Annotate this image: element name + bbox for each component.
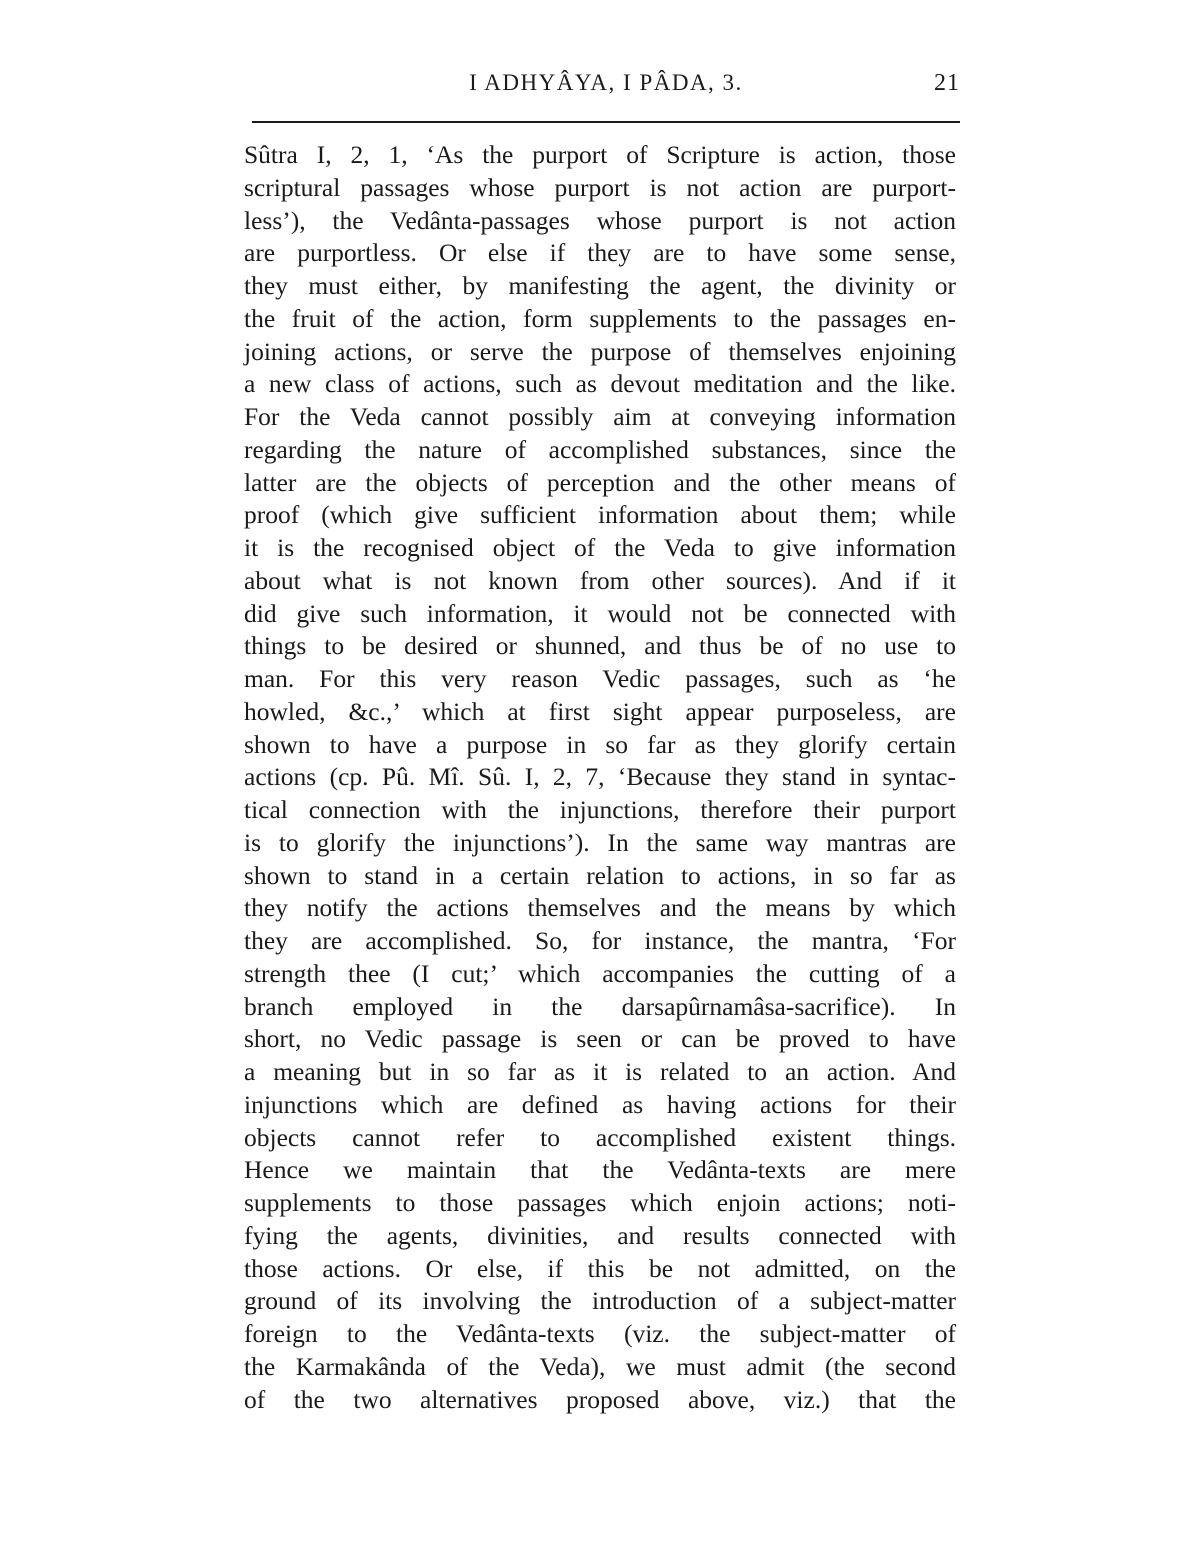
text-line: they are accomplished. So, for instance, the mantra, ‘For [244, 926, 956, 955]
text-line: ground of its involving the introduction of a subject-matter [244, 1286, 956, 1316]
text-line: man. For this very reason Vedic passages, such as ‘he [244, 664, 956, 693]
page-number: 21 [934, 70, 960, 96]
text-line: short, no Vedic passage is seen or can be proved to have [244, 1024, 956, 1054]
text-line: latter are the objects of perception and the other means of [244, 467, 956, 497]
text-line: shown to have a purpose in so far as they glorify certain [244, 729, 956, 759]
text-line: strength thee (I cut;’ which accompanies the cutting of a [244, 958, 956, 988]
text-line: a new class of actions, such as devout meditation and the like. [244, 369, 956, 399]
text-line: fying the agents, divinities, and results connected with [244, 1220, 956, 1250]
body-text [244, 139, 956, 1416]
text-line: injunctions which are defined as having actions for their [244, 1089, 956, 1119]
text-line: things to be desired or shunned, and thus be of no use to [244, 631, 956, 661]
text-line: the fruit of the action, form supplements to the passages en- [244, 303, 956, 333]
text-line: did give such information, it would not be connected with [244, 598, 956, 628]
text-line: joining actions, or serve the purpose of themselves enjoining [244, 336, 956, 366]
text-line: supplements to those passages which enjoin actions; noti- [244, 1188, 956, 1217]
text-line: the Karmakânda of the Veda), we must admit (the second [244, 1351, 956, 1381]
text-line: it is the recognised object of the Veda to give information [244, 533, 956, 562]
text-line: of the two alternatives proposed above, viz.) that the [244, 1384, 956, 1414]
text-line: branch employed in the darsapûrnamâsa-sacrifice). In [244, 991, 956, 1021]
text-line: they must either, by manifesting the agent, the divinity or [244, 271, 956, 300]
text-line: less’), the Vedânta-passages whose purport is not action [244, 205, 956, 235]
text-line: scriptural passages whose purport is not action are purport- [244, 172, 956, 202]
text-line: proof (which give sufficient information about them; while [244, 500, 956, 530]
text-line: howled, &c.,’ which at first sight appear purposeless, are [244, 696, 956, 726]
text-line: actions (cp. Pû. Mî. Sû. I, 2, 7, ‘Because they stand in syntac- [244, 762, 956, 792]
text-line: are purportless. Or else if they are to have some sense, [244, 238, 956, 268]
running-head [252, 70, 960, 110]
text-line: Hence we maintain that the Vedânta-texts are mere [244, 1155, 956, 1185]
text-line: they notify the actions themselves and the means by which [244, 893, 956, 923]
text-line: about what is not known from other sources). And if it [244, 565, 956, 595]
text-line: is to glorify the injunctions’). In the same way mantras are [244, 827, 956, 857]
text-line: For the Veda cannot possibly aim at conveying information [244, 402, 956, 431]
header-rule [252, 121, 960, 123]
text-line: tical connection with the injunctions, therefore their purport [244, 795, 956, 824]
text-line: regarding the nature of accomplished substances, since the [244, 434, 956, 464]
text-line: those actions. Or else, if this be not admitted, on the [244, 1253, 956, 1283]
running-title: I ADHYÂYA, I PÂDA, 3. [469, 70, 743, 95]
text-line: a meaning but in so far as it is related to an action. And [244, 1057, 956, 1086]
text-line: Sûtra I, 2, 1, ‘As the purport of Scripture is action, those [244, 140, 956, 169]
text-line: objects cannot refer to accomplished existent things. [244, 1122, 956, 1152]
text-line: shown to stand in a certain relation to actions, in so far as [244, 860, 956, 890]
text-line: foreign to the Vedânta-texts (viz. the subject-matter of [244, 1319, 956, 1348]
